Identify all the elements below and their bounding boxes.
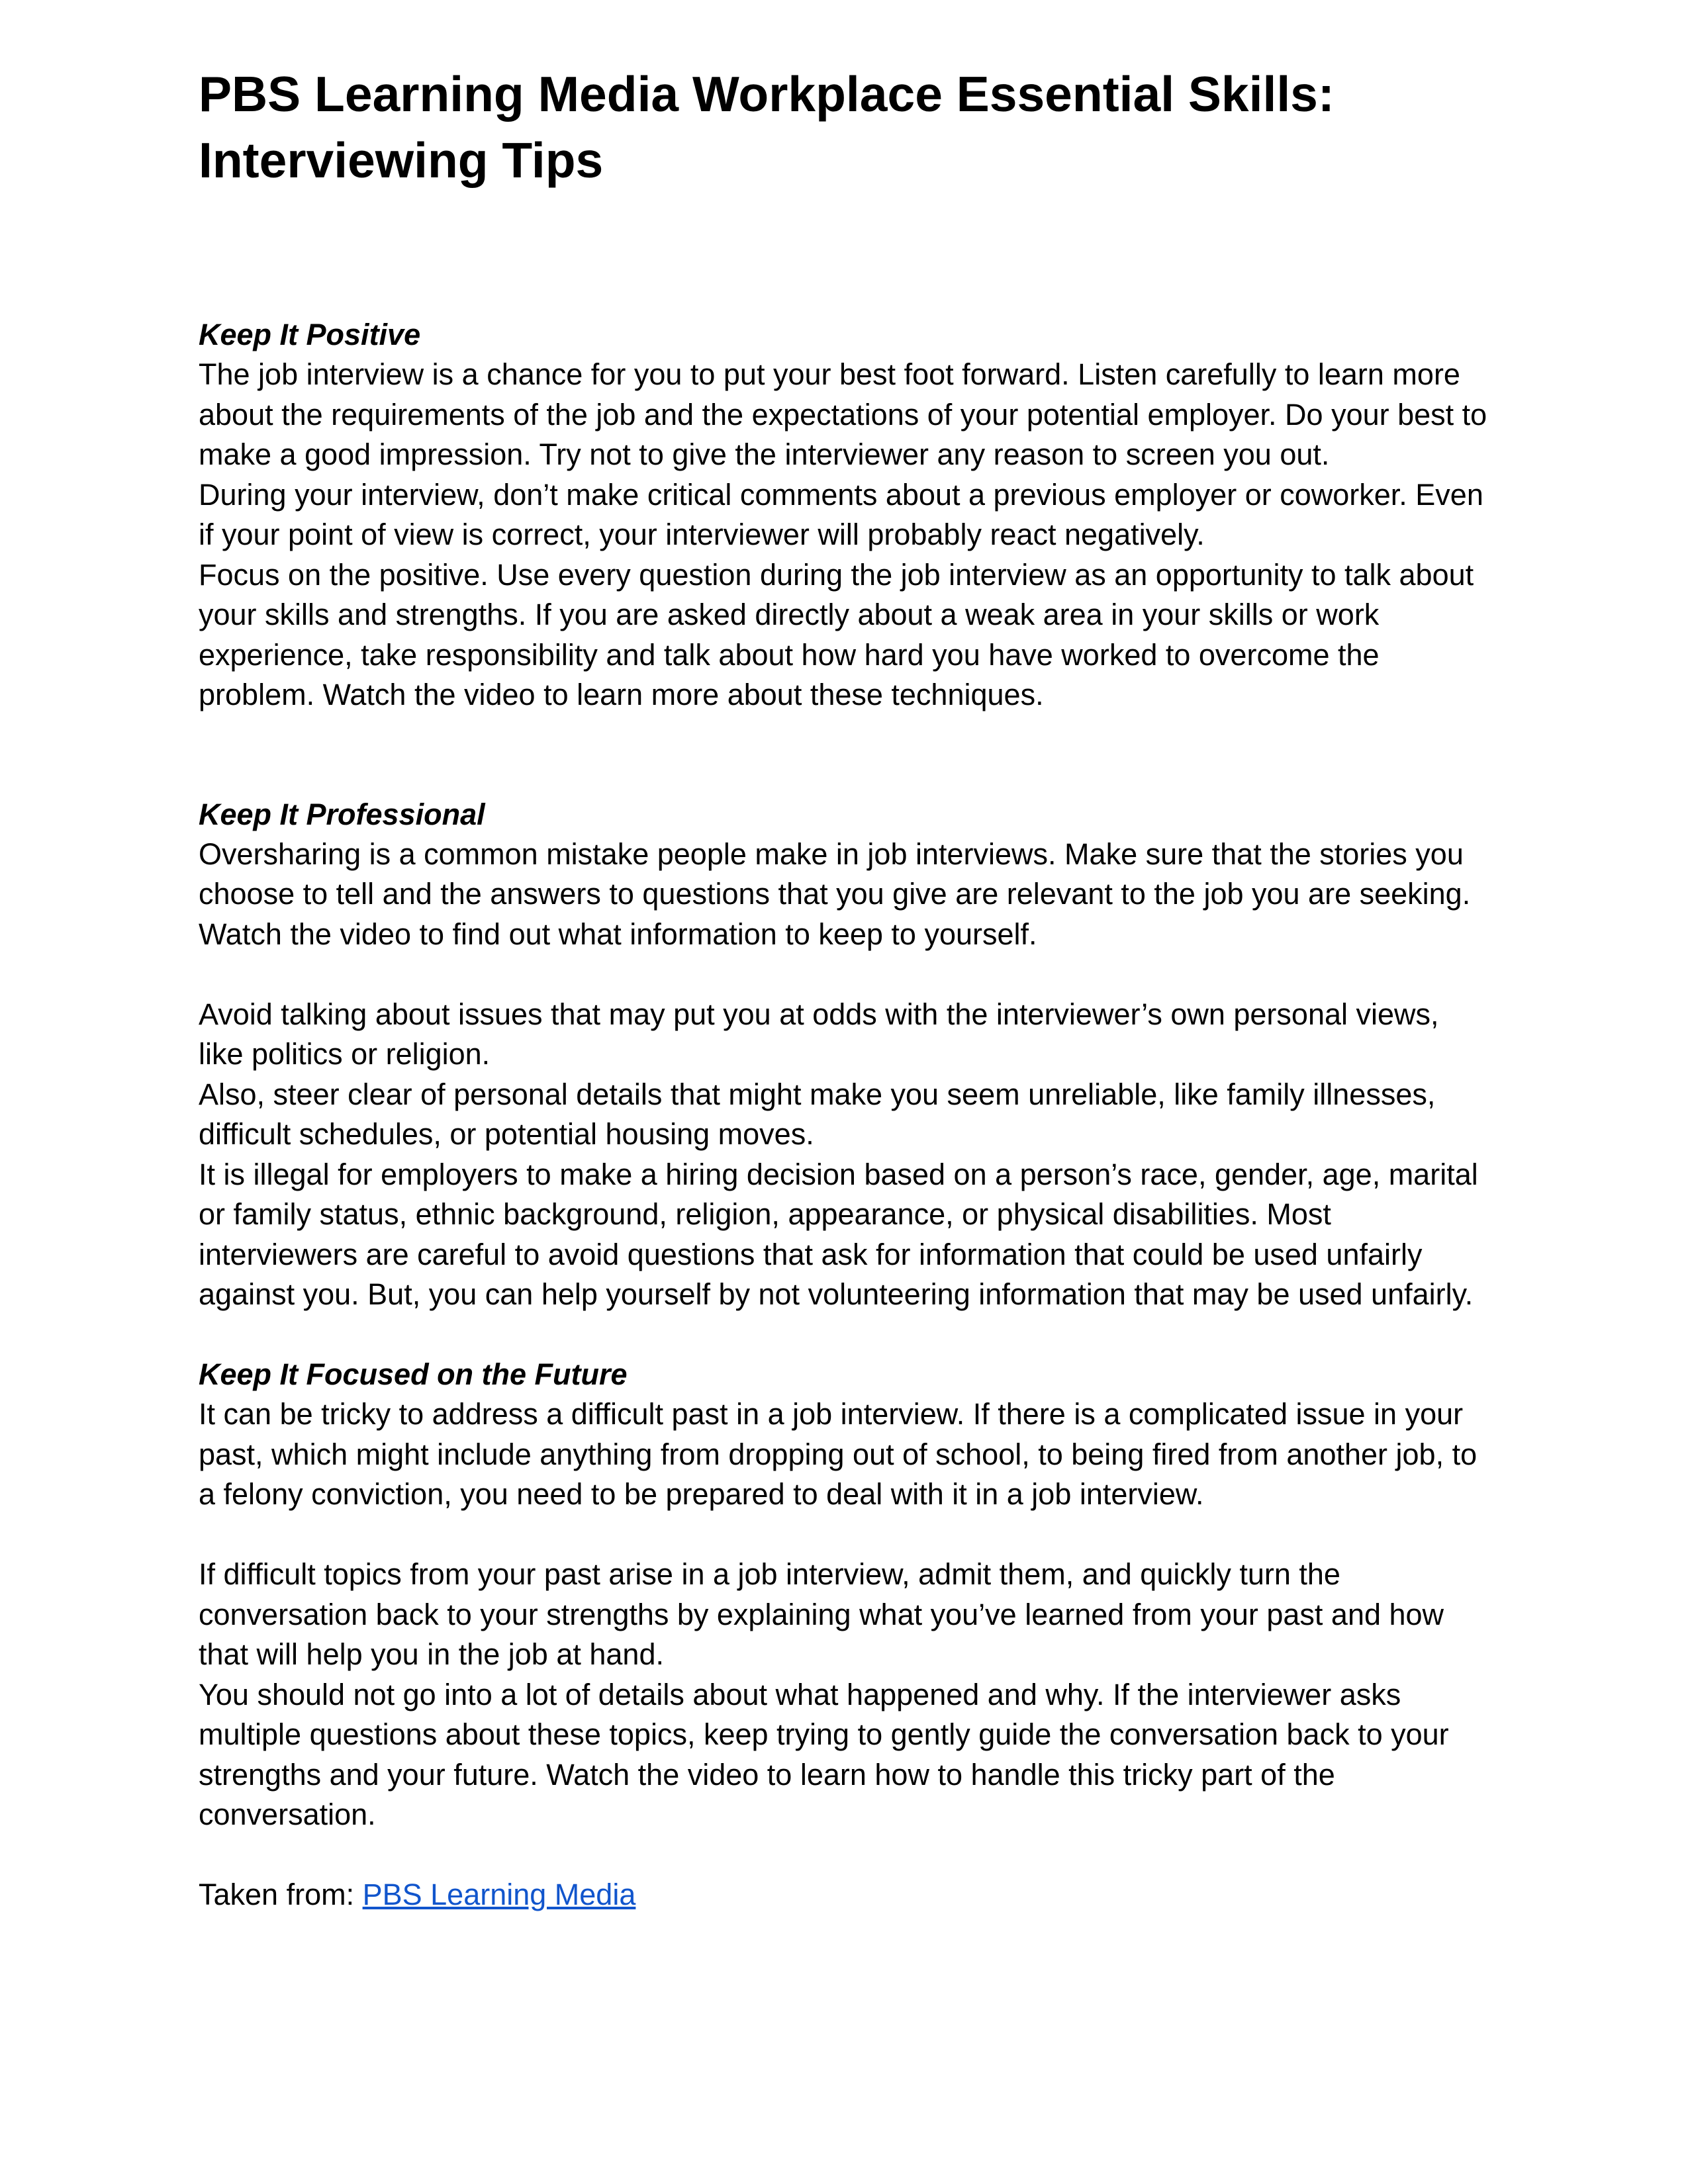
source-attribution bbox=[199, 1875, 1489, 1915]
section-heading: Keep It Positive bbox=[199, 318, 421, 351]
source-prefix: Taken from: bbox=[199, 1878, 363, 1911]
section-paragraph: During your interview, don’t make critical comments about a previous employer or coworker. Even if your point of view is correct, your interviewer will probably react negatively. bbox=[199, 477, 1483, 551]
source-link[interactable]: PBS Learning Media bbox=[362, 1878, 636, 1911]
section-paragraph: The job interview is a chance for you to put your best foot forward. Listen carefully to learn more about the requirements of the job and the expectations of your potential employer. Do your best to make a good impression. Try not to give the interviewer any reason to screen you out. bbox=[199, 357, 1487, 471]
section-keep-it-positive bbox=[199, 315, 1489, 715]
section-paragraph: Also, steer clear of personal details that might make you seem unreliable, like family illnesses, difficult schedules, or potential housing moves. bbox=[199, 1077, 1436, 1151]
section-keep-it-focused-on-the-future bbox=[199, 1355, 1489, 1835]
section-keep-it-professional bbox=[199, 795, 1489, 1315]
section-heading: Keep It Professional bbox=[199, 797, 485, 831]
section-paragraph: It is illegal for employers to make a hiring decision based on a person’s race, gender, age, marital or family status, ethnic background, religion, appearance, or physical disabilities. Most interviewers are careful to avoid questions that ask for information that could be used unfairly against you. But, you can help yourself by not volunteering information that may be used unfairly. bbox=[199, 1157, 1478, 1311]
section-paragraph: Oversharing is a common mistake people make in job interviews. Make sure that the stories you choose to tell and the answers to questions that you give are relevant to the job you are seeking. Watch the video to find out what information to keep to yourself. bbox=[199, 837, 1471, 951]
section-paragraph: Focus on the positive. Use every question during the job interview as an opportunity to talk about your skills and strengths. If you are asked directly about a weak area in your skills or work experience, take responsibility and talk about how hard you have worked to overcome the problem. Watch the video to learn more about these techniques. bbox=[199, 557, 1474, 711]
document-title-line-1: PBS Learning Media Workplace Essential Skills: bbox=[199, 66, 1335, 122]
section-paragraph: You should not go into a lot of details about what happened and why. If the interviewer asks multiple questions about these topics, keep trying to gently guide the conversation back to your strengths and your future. Watch the video to learn how to handle this tricky part of the conversation. bbox=[199, 1677, 1449, 1831]
document-page bbox=[199, 61, 1489, 1915]
section-paragraph: Avoid talking about issues that may put you at odds with the interviewer’s own personal views, like politics or religion. bbox=[199, 997, 1439, 1071]
section-paragraph: If difficult topics from your past arise in a job interview, admit them, and quickly turn the conversation back to your strengths by explaining what you’ve learned from your past and how that will help you in the job at hand. bbox=[199, 1557, 1444, 1671]
section-paragraph: It can be tricky to address a difficult past in a job interview. If there is a complicated issue in your past, which might include anything from dropping out of school, to being fired from another job, to a felony conviction, you need to be prepared to deal with it in a job interview. bbox=[199, 1397, 1477, 1511]
section-heading: Keep It Focused on the Future bbox=[199, 1357, 628, 1391]
document-title bbox=[199, 61, 1489, 193]
document-title-line-2: Interviewing Tips bbox=[199, 132, 604, 188]
